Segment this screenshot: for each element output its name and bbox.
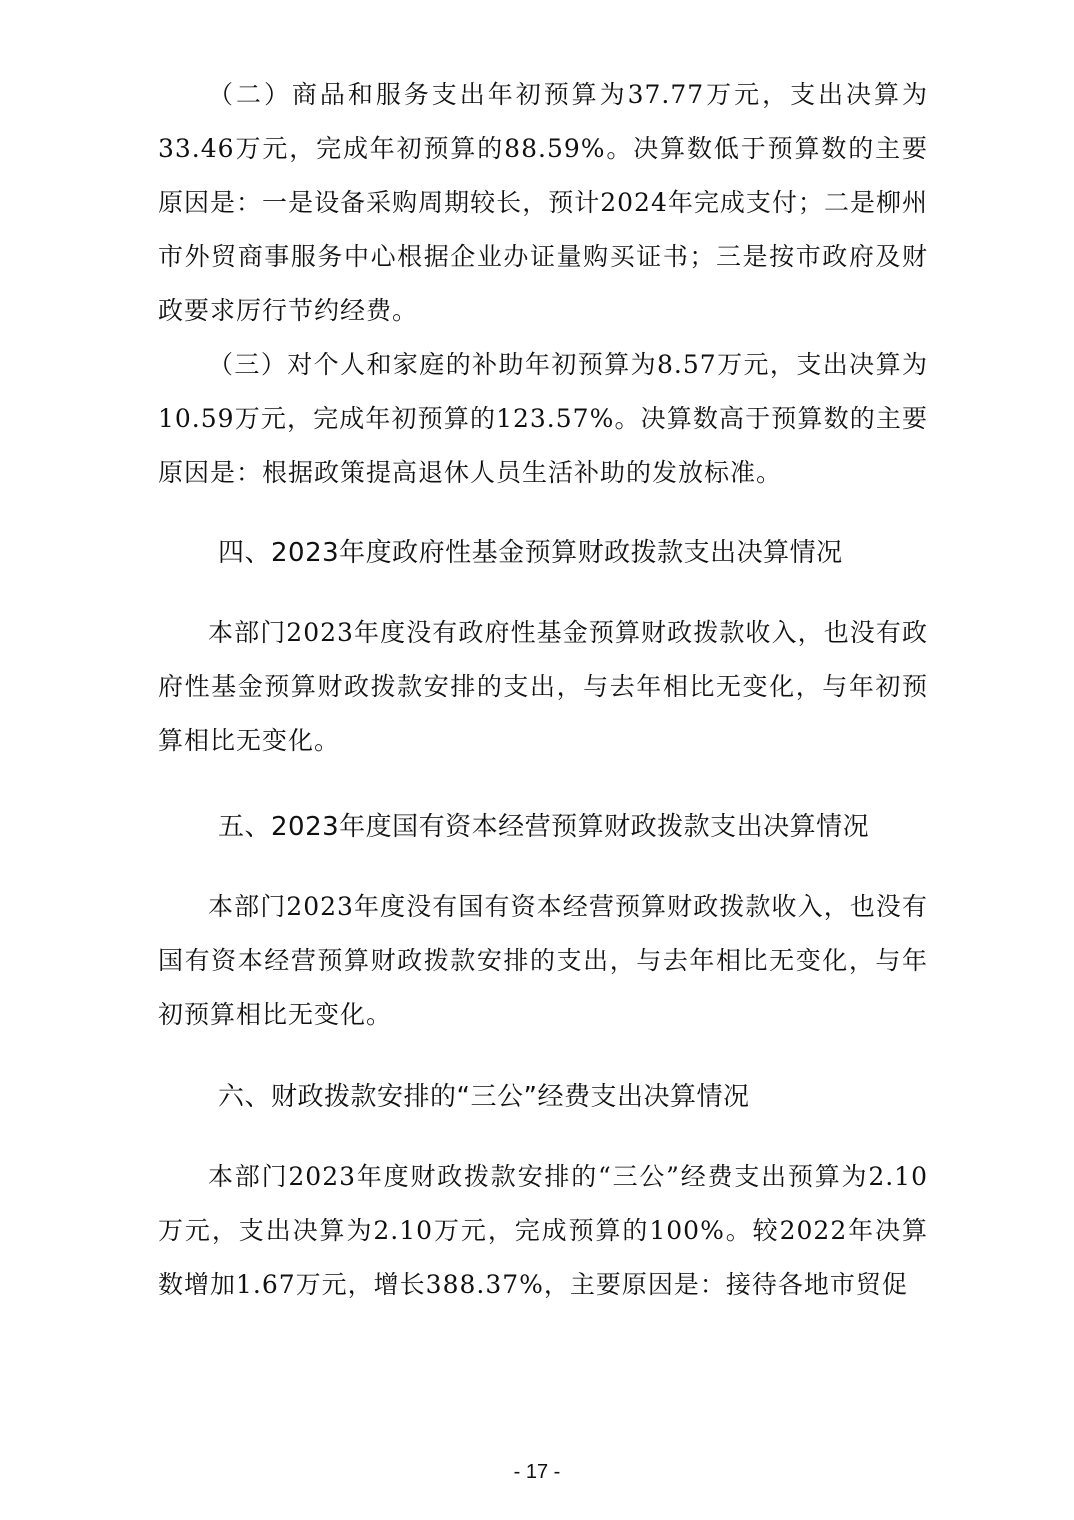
heading-text: 五、2023年度国有资本经营预算财政拨款支出决算情况 <box>218 812 870 842</box>
paragraph-three-public <box>158 1150 928 1312</box>
section-heading-4 <box>158 526 928 580</box>
heading-text: 四、2023年度政府性基金预算财政拨款支出决算情况 <box>218 538 843 568</box>
paragraph-text: （二）商品和服务支出年初预算为37.77万元，支出决算为33.46万元，完成年初预算的88.59%。决算数低于预算数的主要原因是：一是设备采购周期较长，预计2024年完成支付；二是柳州市外贸商事服务中心根据企业办证量购买证书；三是按市政府及财政要求厉行节约经费。 <box>158 80 928 325</box>
heading-text: 六、财政拨款安排的“三公”经费支出决算情况 <box>218 1082 750 1112</box>
paragraph-text: 本部门2023年度财政拨款安排的“三公”经费支出预算为2.10万元，支出决算为2.10万元，完成预算的100%。较2022年决算数增加1.67万元，增长388.37%，主要原因是：接待各地市贸促 <box>158 1162 928 1299</box>
page-number: - 17 - <box>513 1461 561 1483</box>
section-heading-5 <box>158 800 928 854</box>
paragraph-state-capital <box>158 880 928 1042</box>
section-heading-6 <box>158 1070 928 1124</box>
paragraph-text: 本部门2023年度没有国有资本经营预算财政拨款收入，也没有国有资本经营预算财政拨款安排的支出，与去年相比无变化，与年初预算相比无变化。 <box>158 892 928 1029</box>
paragraph-gov-fund <box>158 606 928 768</box>
paragraph-text: （三）对个人和家庭的补助年初预算为8.57万元，支出决算为10.59万元，完成年初预算的123.57%。决算数高于预算数的主要原因是：根据政策提高退休人员生活补助的发放标准。 <box>158 350 928 487</box>
paragraph-goods-services <box>158 68 928 338</box>
paragraph-text: 本部门2023年度没有政府性基金预算财政拨款收入，也没有政府性基金预算财政拨款安排的支出，与去年相比无变化，与年初预算相比无变化。 <box>158 618 928 755</box>
paragraph-personal-subsidy <box>158 338 928 500</box>
